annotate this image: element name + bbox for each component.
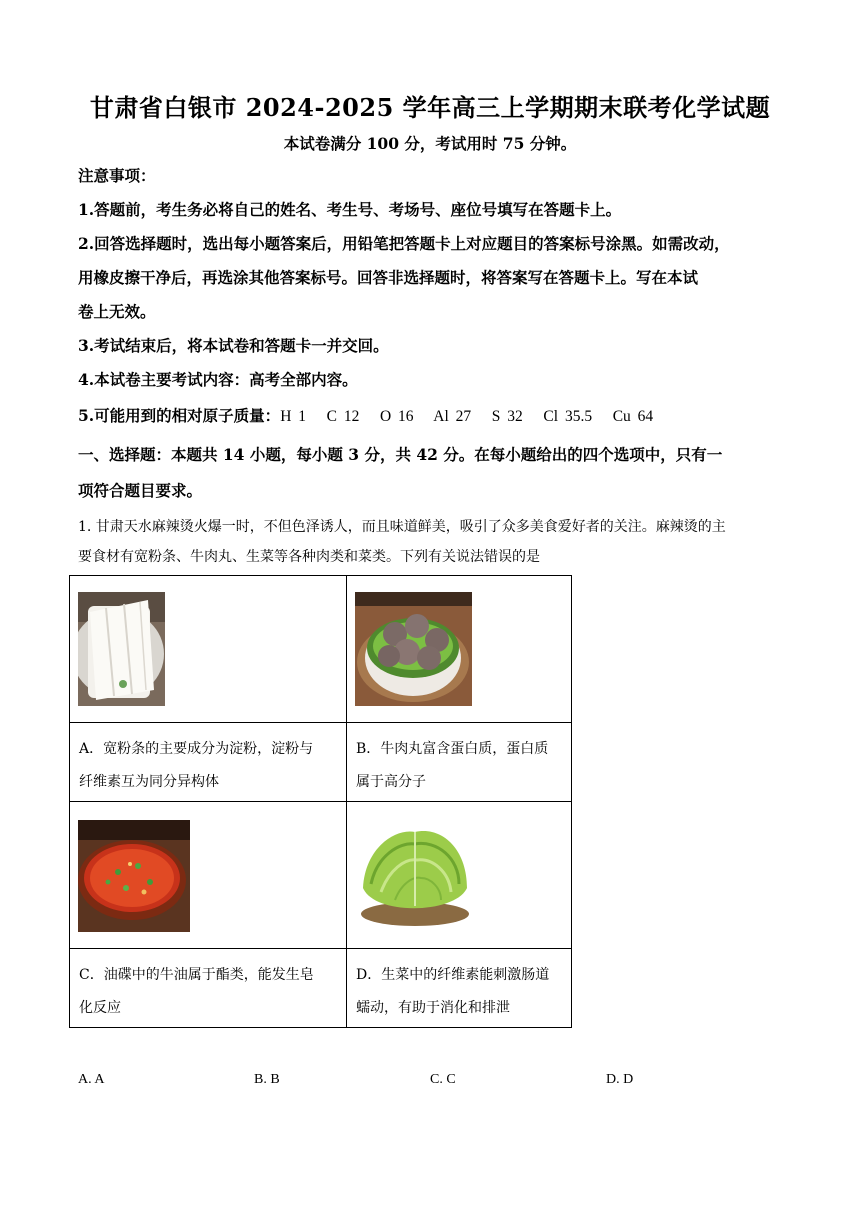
- notice-item-3: 3.考试结束后，将本试卷和答题卡一并交回。: [78, 336, 389, 355]
- option-c-image-cell: [70, 802, 347, 949]
- answer-choice-c[interactable]: C. C: [430, 1072, 456, 1087]
- option-b-cell: [347, 723, 572, 802]
- option-a-text: [70, 723, 346, 799]
- notice-item-1: 1.答题前，考生务必将自己的姓名、考生号、考场号、座位号填写在答题卡上。: [78, 200, 622, 219]
- option-c-line-1: C．油碟中的牛油属于酯类，能发生皂: [79, 967, 314, 983]
- option-d-cell: [347, 949, 572, 1028]
- beef-balls-image: [355, 592, 472, 706]
- option-c-cell: [70, 949, 347, 1028]
- option-d-line-1: D．生菜中的纤维素能刺激肠道: [356, 967, 550, 983]
- option-a-line-1: A．宽粉条的主要成分为淀粉，淀粉与: [79, 741, 314, 757]
- notice-item-2-line-2: 用橡皮擦干净后，再选涂其他答案标号。回答非选择题时，将答案写在答题卡上。写在本试: [78, 268, 699, 287]
- option-a-line-2: 纤维素互为同分异构体: [79, 774, 219, 790]
- option-d-line-2: 蠕动，有助于消化和排泄: [356, 1000, 510, 1016]
- chili-oil-dish-image: [78, 820, 190, 932]
- option-b-line-2: 属于高分子: [356, 774, 426, 790]
- answer-choice-a[interactable]: A. A: [78, 1072, 105, 1087]
- notice-heading: 注意事项：: [78, 166, 156, 185]
- noodle-sheets-image: [78, 592, 165, 706]
- options-table: [69, 575, 572, 1028]
- answer-choice-b[interactable]: B. B: [254, 1072, 280, 1087]
- option-a-image-cell: [70, 576, 347, 723]
- option-d-text: [347, 949, 571, 1025]
- notice-item-4: 4.本试卷主要考试内容：高考全部内容。: [78, 370, 358, 389]
- exam-title: 甘肃省白银市 2024-2025 学年高三上学期期末联考化学试题: [89, 93, 771, 122]
- exam-subtitle: 本试卷满分 100 分，考试用时 75 分钟。: [283, 134, 577, 153]
- answer-choice-d[interactable]: D. D: [606, 1072, 634, 1087]
- option-b-text: [347, 723, 571, 799]
- notice-item-5: [78, 399, 788, 434]
- option-c-text: [70, 949, 346, 1025]
- question-1-line-1: 1. 甘肃天水麻辣烫火爆一时，不但色泽诱人，而且味道鲜美，吸引了众多美食爱好者的关注。麻辣烫的主: [78, 519, 726, 535]
- option-b-image-cell: [347, 576, 572, 723]
- notice-item-2-line-1: 2.回答选择题时，选出每小题答案后，用铅笔把答题卡上对应题目的答案标号涂黑。如需改动，: [78, 234, 730, 253]
- section-heading-line-2: 项符合题目要求。: [78, 481, 203, 500]
- option-d-image-cell: [347, 802, 572, 949]
- option-c-line-2: 化反应: [79, 1000, 121, 1016]
- atomic-mass-values: H 1 C 12 O 16 Al 27 S 32 Cl 35.5 Cu 64: [280, 408, 654, 425]
- option-a-cell: [70, 723, 347, 802]
- section-heading-line-1: 一、选择题：本题共 14 小题，每小题 3 分，共 42 分。在每小题给出的四个选项中，只有一: [78, 445, 723, 464]
- lettuce-image: [355, 818, 473, 932]
- notice-item-2-line-3: 卷上无效。: [78, 302, 156, 321]
- question-1-line-2: 要食材有宽粉条、牛肉丸、生菜等各种肉类和菜类。下列有关说法错误的是: [78, 549, 540, 565]
- atomic-mass-label: 5.可能用到的相对原子质量：: [78, 406, 281, 425]
- option-b-line-1: B．牛肉丸富含蛋白质，蛋白质: [356, 741, 549, 757]
- question-1-stem: [78, 512, 783, 572]
